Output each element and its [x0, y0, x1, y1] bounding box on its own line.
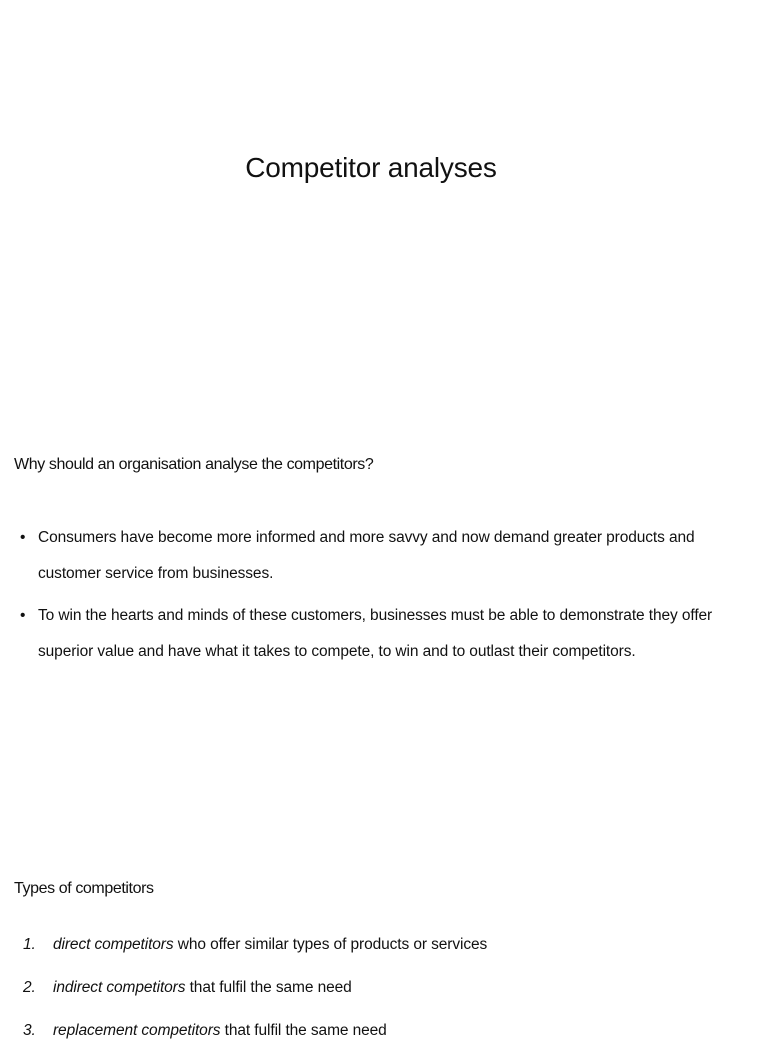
item-term: replacement competitors: [53, 1022, 221, 1039]
bullet-icon: •: [20, 607, 26, 624]
bullet-icon: •: [20, 529, 26, 546]
competitor-types-list: [23, 928, 743, 1057]
section-heading-why: Why should an organisation analyse the competitors?: [14, 456, 374, 473]
list-item: [20, 598, 730, 669]
section-heading-types: Types of competitors: [14, 880, 154, 897]
item-text: who offer similar types of products or services: [173, 936, 488, 953]
page-title: Competitor analyses: [245, 152, 497, 183]
item-term: indirect competitors: [53, 979, 186, 996]
item-number: 2.: [23, 979, 36, 996]
item-number: 3.: [23, 1022, 36, 1039]
item-number: 1.: [23, 936, 36, 953]
item-term: direct competitors: [53, 936, 174, 953]
reasons-list: [20, 520, 730, 676]
item-text: that fulfil the same need: [185, 979, 352, 996]
list-item: [23, 1014, 743, 1057]
bullet-text: Consumers have become more informed and more savvy and now demand greater products and customer service from businesses.: [38, 529, 695, 582]
item-text: that fulfil the same need: [220, 1022, 387, 1039]
bullet-text: To win the hearts and minds of these customers, businesses must be able to demonstrate they offer superior value and have what it takes to compete, to win and to outlast their competitors.: [38, 607, 713, 660]
list-item: [23, 971, 743, 1014]
list-item: [23, 928, 743, 971]
list-item: [20, 520, 730, 591]
